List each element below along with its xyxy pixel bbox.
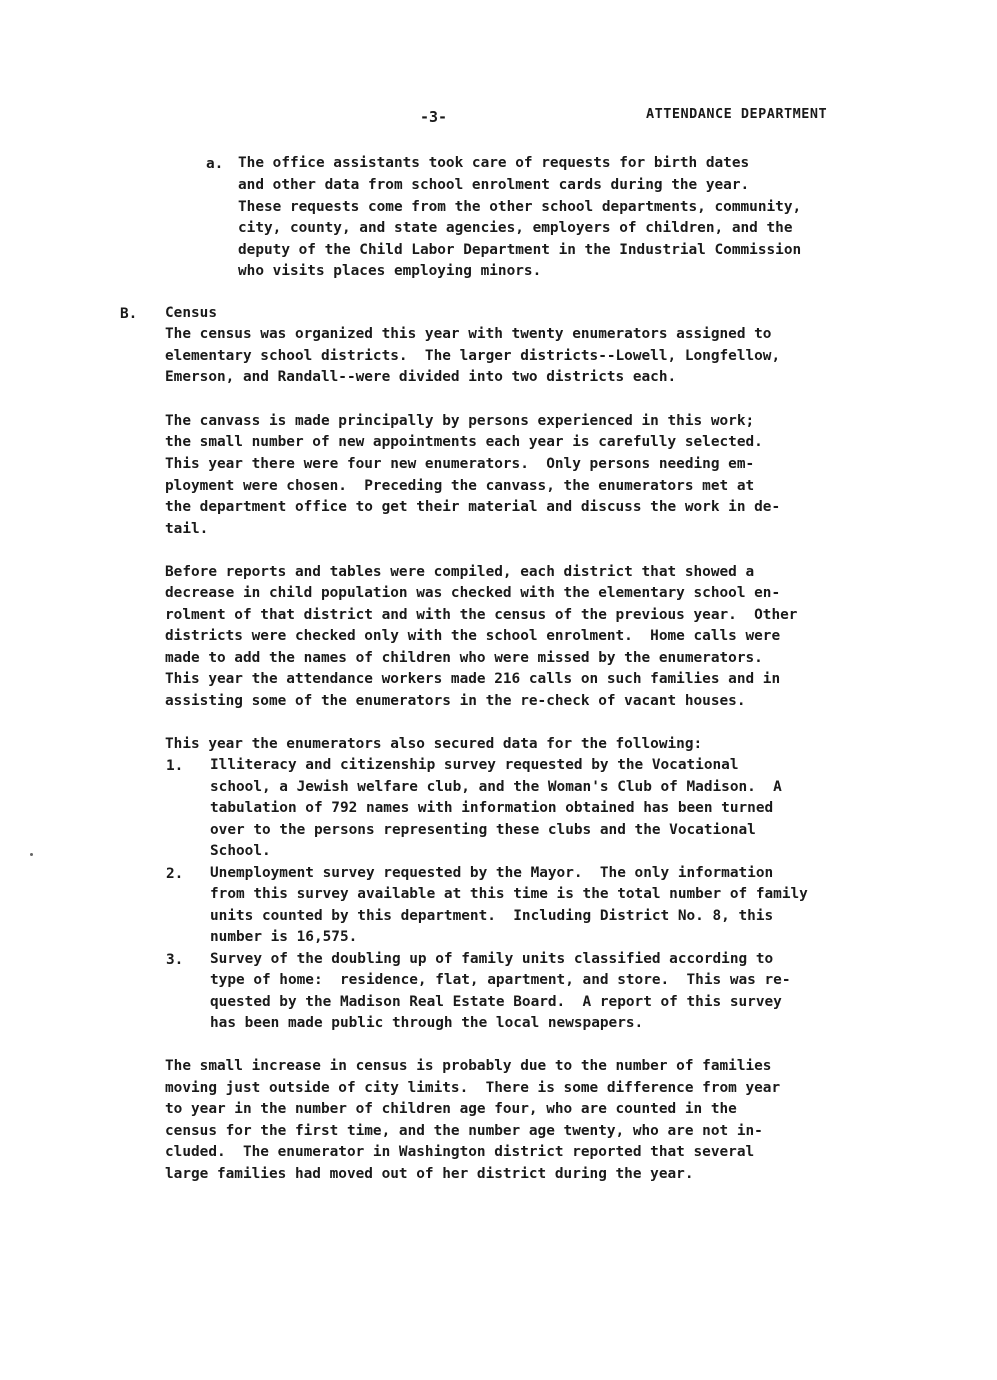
closing-line: cluded. The enumerator in Washington district reported that several <box>165 1144 755 1160</box>
item-a-line: These requests come from the other school departments, community, <box>238 199 802 215</box>
list-item-line: School. <box>210 843 271 859</box>
item-a-line: city, county, and state agencies, employers of children, and the <box>238 220 793 236</box>
paragraph-line: The census was organized this year with twenty enumerators assigned to <box>165 326 772 342</box>
list-item-line: quested by the Madison Real Estate Board. A report of this survey <box>210 994 782 1010</box>
closing-line: to year in the number of children age four, who are counted in the <box>165 1101 737 1117</box>
page-number: -3- <box>420 108 448 126</box>
list-item-line: Survey of the doubling up of family units classified according to <box>210 951 774 967</box>
list-item-line: from this survey available at this time is the total number of family <box>210 886 808 902</box>
closing-line: moving just outside of city limits. There is some difference from year <box>165 1080 781 1096</box>
paragraph-line: districts were checked only with the school enrolment. Home calls were <box>165 628 781 644</box>
paragraph-line: ployment were chosen. Preceding the canvass, the enumerators met at <box>165 478 755 494</box>
list-item-line: Illiteracy and citizenship survey requested by the Vocational <box>210 757 739 773</box>
closing-line: The small increase in census is probably due to the number of families <box>165 1058 772 1074</box>
item-a-line: and other data from school enrolment cards during the year. <box>238 177 750 193</box>
list-item-line: school, a Jewish welfare club, and the Woman's Club of Madison. A <box>210 779 782 795</box>
paragraph-line: Emerson, and Randall--were divided into two districts each. <box>165 369 677 385</box>
list-item-number: 3. <box>166 952 184 968</box>
section-b-marker: B. <box>120 306 138 322</box>
list-item-line: units counted by this department. Including District No. 8, this <box>210 908 774 924</box>
paragraph-line: made to add the names of children who were missed by the enumerators. <box>165 650 763 666</box>
list-intro: This year the enumerators also secured data for the following: <box>165 736 703 752</box>
item-a-marker: a. <box>206 156 224 172</box>
section-b-heading: Census <box>165 305 217 321</box>
paragraph-line: elementary school districts. The larger districts--Lowell, Longfellow, <box>165 348 781 364</box>
list-item-line: has been made public through the local newspapers. <box>210 1015 644 1031</box>
list-item-line: tabulation of 792 names with information obtained has been turned <box>210 800 774 816</box>
paragraph-line: the department office to get their material and discuss the work in de- <box>165 499 781 515</box>
paragraph-line: The canvass is made principally by persons experienced in this work; <box>165 413 755 429</box>
list-item-line: Unemployment survey requested by the Mayor. The only information <box>210 865 774 881</box>
item-a-line: deputy of the Child Labor Department in the Industrial Commission <box>238 242 802 258</box>
paragraph-line: rolment of that district and with the census of the previous year. Other <box>165 607 798 623</box>
department-header: ATTENDANCE DEPARTMENT <box>646 106 828 122</box>
closing-line: census for the first time, and the number age twenty, who are not in- <box>165 1123 763 1139</box>
list-item-line: type of home: residence, flat, apartment, and store. This was re- <box>210 972 791 988</box>
item-a-line: who visits places employing minors. <box>238 263 542 279</box>
closing-line: large families had moved out of her district during the year. <box>165 1166 694 1182</box>
paragraph-line: Before reports and tables were compiled, each district that showed a <box>165 564 755 580</box>
list-item-number: 1. <box>166 758 184 774</box>
paragraph-line: the small number of new appointments each year is carefully selected. <box>165 434 763 450</box>
paragraph-line: decrease in child population was checked with the elementary school en- <box>165 585 781 601</box>
scan-speck <box>30 853 33 856</box>
list-item-line: over to the persons representing these clubs and the Vocational <box>210 822 756 838</box>
paragraph-line: This year there were four new enumerators. Only persons needing em- <box>165 456 755 472</box>
list-item-line: number is 16,575. <box>210 929 358 945</box>
paragraph-line: This year the attendance workers made 216 calls on such families and in <box>165 671 781 687</box>
list-item-number: 2. <box>166 866 184 882</box>
paragraph-line: assisting some of the enumerators in the re-check of vacant houses. <box>165 693 746 709</box>
item-a-line: The office assistants took care of requests for birth dates <box>238 155 750 171</box>
paragraph-line: tail. <box>165 521 209 537</box>
